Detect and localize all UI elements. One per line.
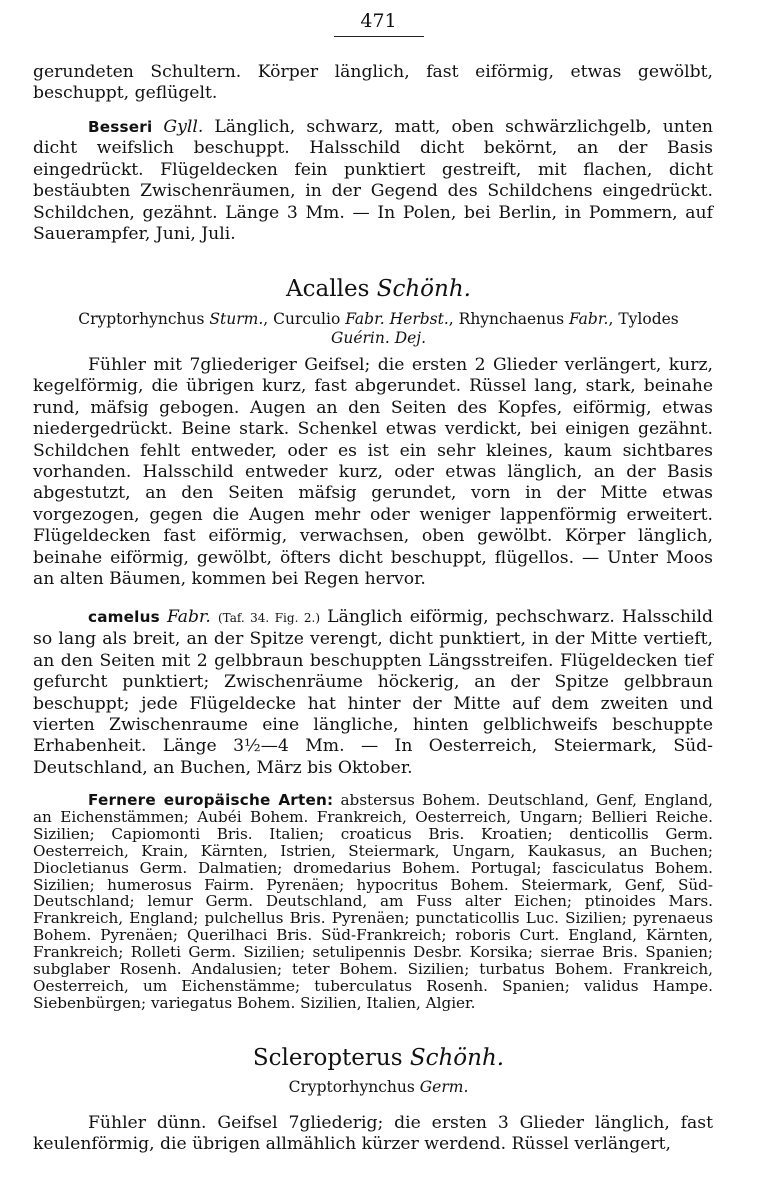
synonym-text: Cryptorhynchus xyxy=(288,1078,420,1096)
synonym-author: Germ. xyxy=(419,1078,469,1096)
synonym-text: Cryptorhynchus xyxy=(78,310,210,328)
species-author: Fabr. xyxy=(166,607,211,627)
scleropterus-description xyxy=(33,1113,713,1156)
page-number: 471 xyxy=(360,10,397,32)
genus-description: Fühler mit 7gliederiger Geifsel; die ersten 2 Glieder verlängert, kurz, kegelförmig, die übrigen kurz, fast abgerundet. Rüssel lang, stark, beinahe rund, mäfsig gebogen. Augen an den Seiten des Kopfes, eiförmig, etwas niedergedrückt. Beine stark. Schenkel etwas verdickt, bei einigen gezähnt. Schildchen fehlt entweder, oder es ist ein sehr kleines, kaum sichtbares vorhanden. Halsschild entweder kurz, oder etwas länglich, an der Basis abgestutzt, an den Seiten mäfsig gerundet, vorn in der Mitte etwas vorgezogen, gegen die Augen mehr oder weniger lappenförmig erweitert. Flügeldecken fast eiförmig, verwachsen, oben gewölbt. Körper länglich, beinahe eiförmig, gewölbt, öfters dicht beschuppt, flügellos. — Unter Moos an alten Bäumen, kommen bei Regen hervor. xyxy=(33,355,713,590)
plate-reference: (Taf. 34. Fig. 2.) xyxy=(217,611,321,625)
genus-name: Acalles xyxy=(286,276,370,302)
genus-author: Schönh. xyxy=(376,276,471,302)
synonym-author: Sturm. xyxy=(209,310,264,328)
genus-title-acalles xyxy=(0,276,757,302)
camelus-description: Länglich eiförmig, pechschwarz. Halsschild so lang als breit, an der Spitze verengt, dicht punktiert, in der Mitte vertieft, an den Seiten mit 2 gelbbraun beschuppten Längsstreifen. Flügeldecken tief gefurcht punktiert; Zwischenräume höckerig, an der Spitze gelbbraun beschuppt; jede Flügeldecke hat hinter der Mitte auf dem zweiten und vierten Zwischenraume eine längliche, hinten gelblichweifs beschuppte Erhabenheit. Länge 3½—4 Mm. — In Oesterreich, Steiermark, Süd-Deutschland, an Buchen, März bis Oktober. xyxy=(33,607,713,778)
species-author: Gyll. xyxy=(163,117,204,137)
acalles-description xyxy=(33,355,713,590)
besseri-description: Länglich, schwarz, matt, oben schwärzlichgelb, unten dicht weifslich beschuppt. Halsschild dicht bekörnt, an der Basis eingedrückt. Flügeldecken fein punktiert gestreift, mit flachen, dicht bestäubten Zwischenräumen, in der Gegend des Schildchens eingedrückt. Schildchen, gezähnt. Länge 3 Mm. — In Polen, bei Berlin, in Pommern, auf Sauerampfer, Juni, Juli. xyxy=(33,117,713,245)
acalles-synonyms xyxy=(0,310,757,348)
synonym-author: Fabr. xyxy=(568,310,609,328)
synonym-author: Fabr. Herbst. xyxy=(345,310,449,328)
genus-description: Fühler dünn. Geifsel 7gliederig; die ersten 3 Glieder länglich, fast keulenförmig, die übrigen allmählich kürzer werdend. Rüssel verlängert, xyxy=(33,1113,713,1155)
camelus-entry xyxy=(33,607,713,779)
page-number-rule xyxy=(334,36,424,37)
synonym-author: Guérin. Dej. xyxy=(330,329,427,347)
genus-title-scleropterus xyxy=(0,1045,757,1071)
synonym-text: , Rhynchaenus xyxy=(448,310,569,328)
other-species-list xyxy=(33,792,713,1012)
intro-text: gerundeten Schultern. Körper länglich, fast eiförmig, etwas gewölbt, beschuppt, geflügelt. xyxy=(33,62,713,104)
species-name: camelus xyxy=(88,608,160,626)
besseri-entry xyxy=(33,117,713,245)
intro-paragraph xyxy=(33,62,713,105)
other-species-heading: Fernere europäische Arten: xyxy=(88,791,334,809)
scleropterus-synonyms xyxy=(0,1078,757,1097)
genus-name: Scleropterus xyxy=(252,1045,403,1071)
synonym-text: , Tylodes xyxy=(608,310,679,328)
genus-author: Schönh. xyxy=(409,1045,505,1071)
synonym-text: , Curculio xyxy=(263,310,346,328)
other-species-text: abstersus Bohem. Deutschland, Genf, England, an Eichenstämmen; Aubéi Bohem. Frankreich, Oesterreich, Ungarn; Bellieri Reiche. Sizilien; Capiomonti Bris. Italien; croaticus Bris. Kroatien; denticollis Germ. Oesterreich, Krain, Kärnten, Istrien, Steiermark, Ungarn, Kaukasus, an Buchen; Diocletianus Germ. Dalmatien; dromedarius Bohem. Portugal; fasciculatus Bohem. Sizilien; humerosus Fairm. Pyrenäen; hypocritus Bohem. Steiermark, Genf, Süd-Deutschland; lemur Germ. Deutschland, am Fuss alter Eichen; ptinoides Mars. Frankreich, England; pulchellus Bris. Pyrenäen; punctaticollis Luc. Sizilien; pyrenaeus Bohem. Pyrenäen; Querilhaci Bris. Süd-Frankreich; roboris Curt. England, Kärnten, Frankreich; Rolleti Germ. Sizilien; setulipennis Desbr. Korsika; sierrae Bris. Spanien; subglaber Rosenh. Andalusien; teter Bohem. Sizilien; turbatus Bohem. Frankreich, Oesterreich, um Eichenstämme; tuberculatus Rosenh. Spanien; validus Hampe. Siebenbürgen; variegatus Bohem. Sizilien, Italien, Algier. xyxy=(33,791,714,1012)
species-name: Besseri xyxy=(88,118,153,136)
